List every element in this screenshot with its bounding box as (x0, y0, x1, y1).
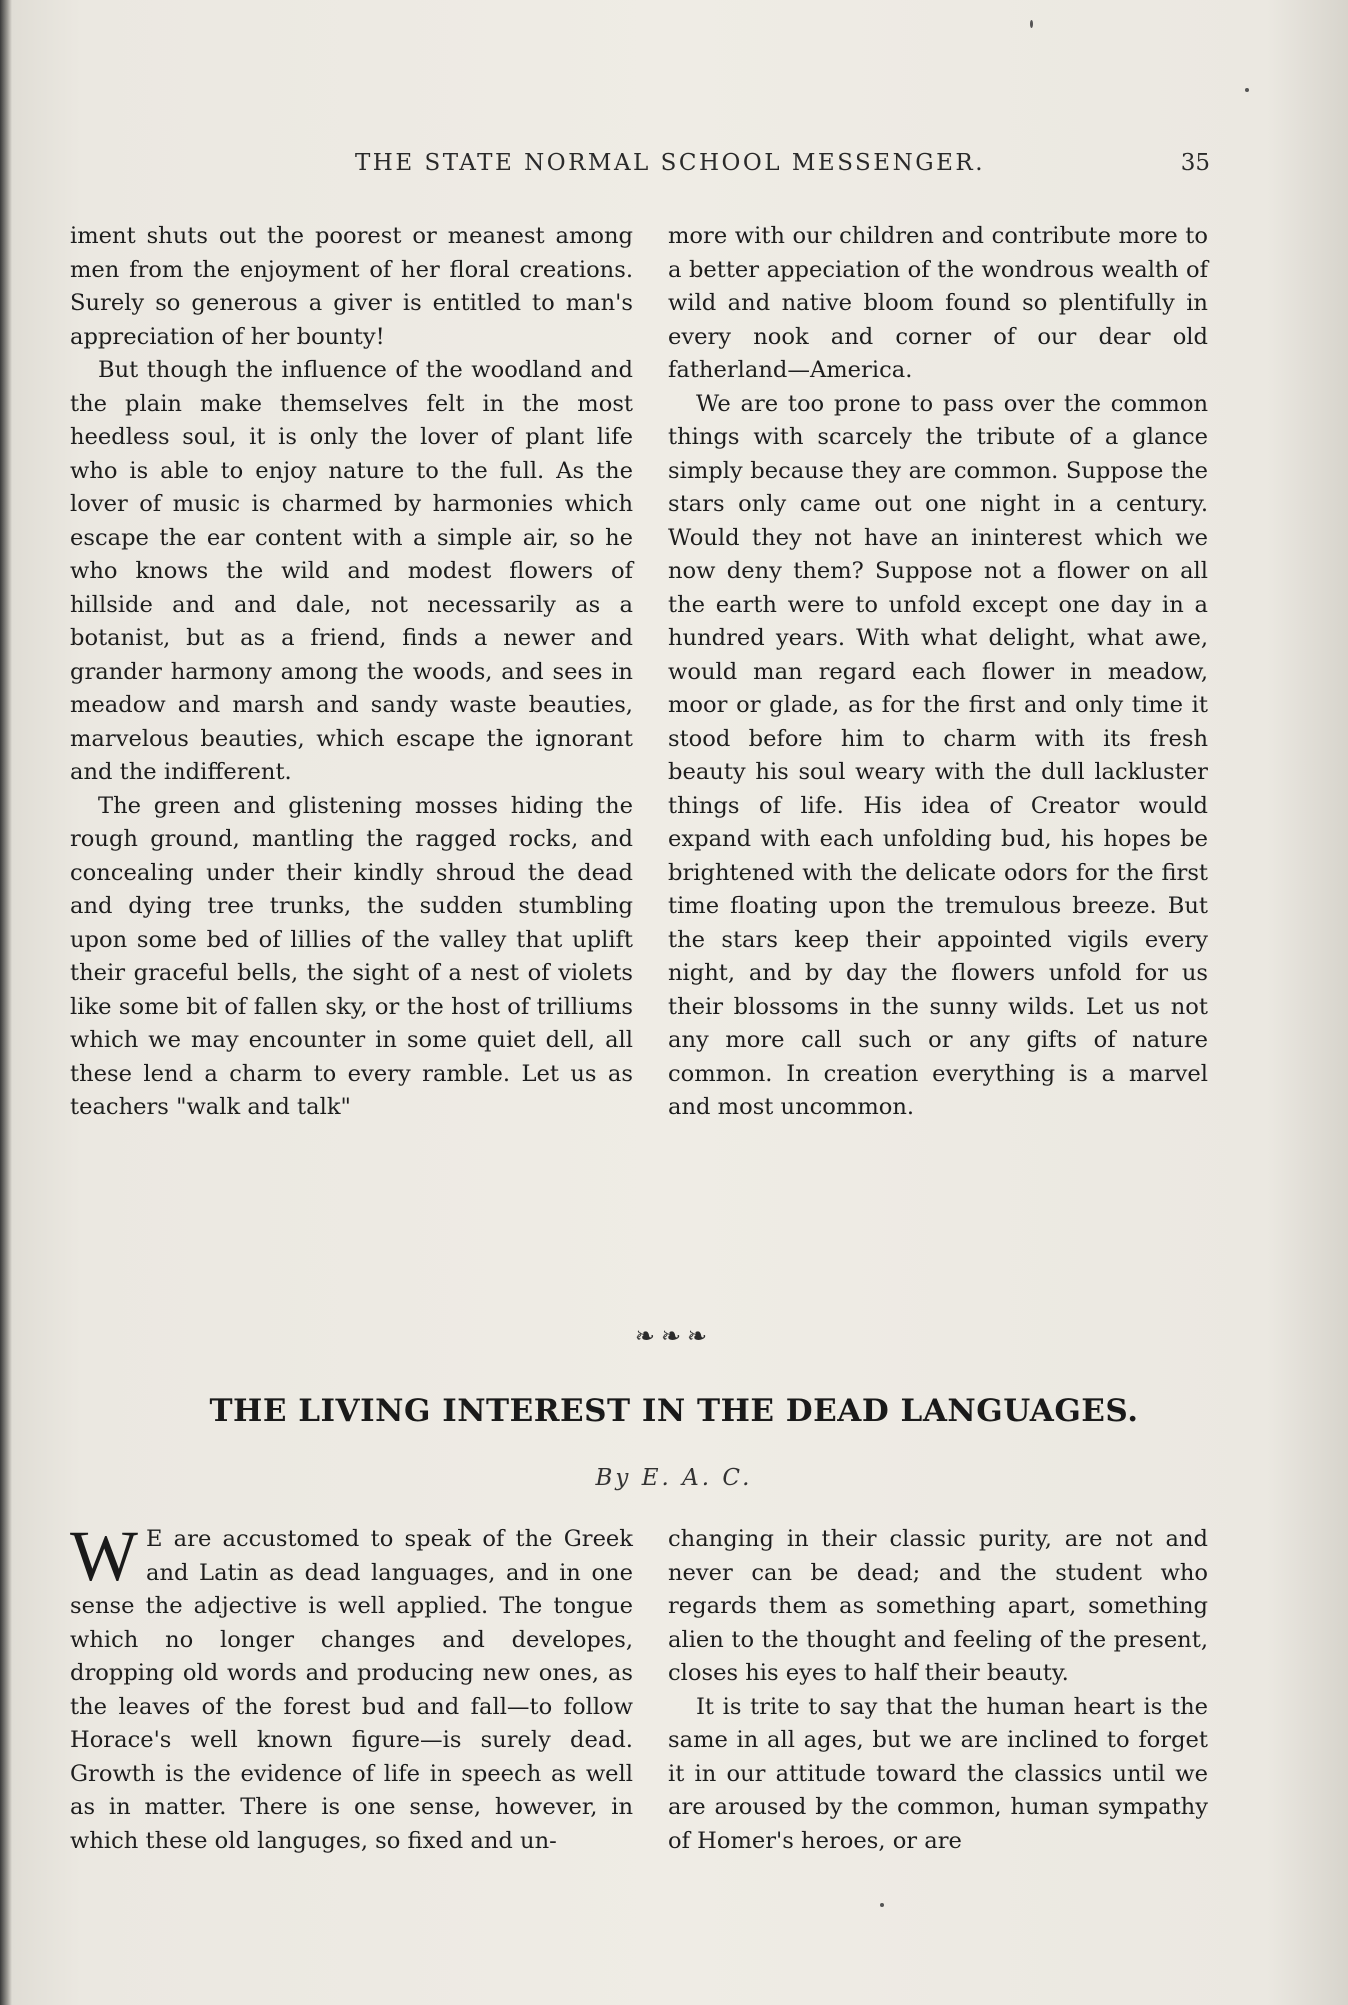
column-bottom-right (668, 1523, 1208, 1858)
paragraph: But though the influence of the woodland and the plain make themselves felt in the most heedless soul, it is only the lover of plant life who is able to enjoy nature to the full. As the lover of music is charmed by harmonies which escape the ear content with a simple air, so he who knows the wild and modest flowers of hillside and and dale, not necessarily as a botanist, but as a friend, finds a newer and grander harmony among the woods, and sees in meadow and marsh and sandy waste beauties, marvelous beauties, which escape the ignorant and the indifferent. (70, 357, 633, 785)
paragraph: more with our children and contribute more to a better appeciation of the wondrous wealth of wild and native bloom found so plentifully in every nook and corner of our dear old fatherland—America. (668, 223, 1208, 383)
article-byline: By E. A. C. (595, 1465, 753, 1491)
column-top-left (70, 220, 633, 1125)
column-top-right (668, 220, 1208, 1125)
binding-shadow (0, 0, 12, 2005)
paragraph: changing in their classic purity, are not and never can be dead; and the student who regards them as something apart, something alien to the thought and feeling of the present, closes his eyes to half their beauty. (668, 1526, 1208, 1686)
article-title: THE LIVING INTEREST IN THE DEAD LANGUAGES. (209, 1393, 1139, 1429)
drop-cap: W (70, 1516, 138, 1596)
paragraph: It is trite to say that the human heart is the same in all ages, but we are inclined to forget it in our attitude toward the classics until we are aroused by the common, human sympathy of Homer's heroes, or are (668, 1693, 1208, 1854)
paragraph: iment shuts out the poorest or meanest among men from the enjoyment of her floral creations. Surely so generous a giver is entitled to man's appreciation of her bounty! (70, 223, 633, 350)
paragraph: E are accustomed to speak of the Greek and Latin as dead languages, and in one sense the adjective is well applied. The tongue which no longer changes and developes, dropping old words and producing new ones, as the leaves of the forest bud and fall—to follow Horace's well known figure—is surely dead. Growth is the evidence of life in speech as well as in matter. There is one sense, however, in which these old languges, so fixed and un- (70, 1526, 633, 1854)
scan-speck (880, 1903, 884, 1907)
scan-speck (1245, 88, 1249, 92)
running-title: THE STATE NORMAL SCHOOL MESSENGER. (354, 150, 986, 176)
column-bottom-left (70, 1516, 633, 1858)
section-ornament: ❧❧❧ (634, 1322, 714, 1350)
scan-speck (1030, 20, 1033, 28)
page-number: 35 (1180, 150, 1210, 176)
running-head (60, 150, 1210, 190)
paragraph: The green and glistening mosses hiding the rough ground, mantling the ragged rocks, and concealing under their kindly shroud the dead and dying tree trunks, the sudden stumbling upon some bed of lillies of the valley that uplift their graceful bells, the sight of a nest of violets like some bit of fallen sky, or the host of trilliums which we may encounter in some quiet dell, all these lend a charm to every ramble. Let us as teachers "walk and talk" (70, 792, 633, 1120)
paragraph: We are too prone to pass over the common things with scarcely the tribute of a glance simply because they are common. Suppose the stars only came out one night in a century. Would they not have an ininterest which we now deny them? Suppose not a flower on all the earth were to unfold except one day in a hundred years. With what delight, what awe, would man regard each flower in meadow, moor or glade, as for the first and only time it stood before him to charm with its fresh beauty his soul weary with the dull lackluster things of life. His idea of Creator would expand with each unfolding bud, his hopes be brightened with the delicate odors for the first time floating upon the tremulous breeze. But the stars keep their appointed vigils every night, and by day the flowers unfold for us their blossoms in the sunny wilds. Let us not any more call such or any gifts of nature common. In creation everything is a marvel and most uncommon. (668, 390, 1208, 1120)
